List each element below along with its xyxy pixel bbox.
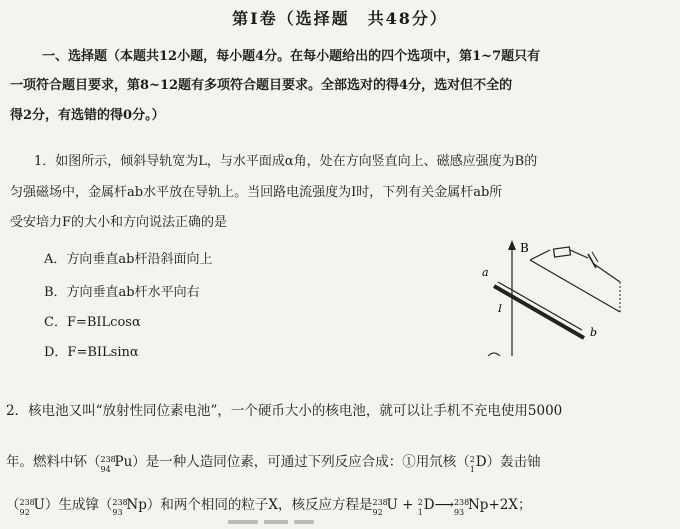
q1-stem-line-3: 受安培力F的大小和方向说法正确的是	[10, 215, 228, 230]
np-mass: 238	[112, 498, 128, 507]
q2-line3-text-c: ）和两个相同的粒子X，核反应方程是	[146, 497, 373, 513]
eq-np-mass: 238	[453, 498, 470, 507]
isotope-d	[469, 453, 487, 474]
q1-option-b: B．方向垂直ab杆水平向右	[44, 285, 200, 300]
eq-np-z: 93	[453, 508, 465, 517]
q2-stem-line-3	[6, 496, 532, 517]
q2-line2-text-c: ）轰击铀	[486, 454, 541, 470]
angle-arc	[488, 353, 500, 356]
eq-np-symbol: Np	[467, 497, 489, 513]
instructions-line-1: 一、选择题（本题共12小题，每小题4分。在每小题给出的四个选项中，第1~7题只有	[42, 49, 541, 64]
pu-symbol: Pu	[114, 454, 133, 470]
wire-1	[530, 250, 550, 260]
eq-d-symbol: D	[423, 497, 435, 513]
field-arrow-head	[508, 240, 516, 250]
eq-d-z: 1	[417, 508, 423, 517]
eq-isotope-d	[417, 496, 435, 517]
u-z: 92	[19, 508, 30, 517]
metal-rod-ab	[494, 286, 584, 338]
wire-3	[594, 264, 620, 282]
u-symbol: U	[33, 497, 45, 513]
isotope-pu	[100, 453, 133, 474]
d-mass: 2	[469, 455, 475, 464]
q1-stem-line-1: 1．如图所示，倾斜导轨宽为L，与水平面成α角，处在方向竖直向上、磁感应强度为B的	[34, 154, 538, 169]
eq-u-mass: 238	[372, 498, 388, 507]
eq-plus: +	[397, 497, 418, 513]
rail-circuit-diagram	[470, 238, 670, 363]
pu-z: 94	[100, 465, 111, 474]
isotope-u	[19, 496, 45, 517]
section-title: 第Ⅰ卷（选择题 共48分）	[232, 9, 448, 28]
rail-lower	[530, 260, 620, 312]
q2-stem-line-1: 2．核电池又叫“放射性同位素电池”，一个硬币大小的核电池，就可以让手机不充电使用5000	[6, 403, 563, 419]
d-z: 1	[469, 465, 475, 474]
eq-d-mass: 2	[417, 498, 423, 507]
label-a: a	[482, 266, 489, 279]
q2-line2-text-b: ）是一种人造同位素，可通过下列反应合成：①用氘核（	[132, 454, 470, 470]
q1-option-c: C．F=BILcosα	[44, 315, 141, 330]
isotope-np	[112, 496, 147, 517]
label-b-rod: b	[590, 326, 598, 339]
eq-u-z: 92	[372, 508, 383, 517]
np-symbol: Np	[126, 497, 147, 513]
eq-isotope-u	[372, 496, 398, 517]
q1-diagram	[470, 238, 670, 363]
cropped-text-smudge	[228, 518, 318, 526]
eq-u-symbol: U	[386, 497, 398, 513]
eq-tail: +2X；	[488, 497, 532, 513]
eq-isotope-np	[453, 496, 489, 517]
q1-option-d: D．F=BILsinα	[44, 345, 139, 360]
q2-line2-text-a: 年。燃料中钚（	[6, 454, 101, 470]
q2-line3-text-a: （	[6, 497, 20, 513]
u-mass: 238	[19, 498, 35, 507]
q1-stem-line-2: 匀强磁场中，金属杆ab水平放在导轨上。当回路电流强度为I时，下列有关金属杆ab所	[10, 185, 503, 200]
wire-2	[570, 250, 588, 258]
q1-option-a: A．方向垂直ab杆沿斜面向上	[44, 252, 213, 267]
eq-arrow-icon: ⟶	[434, 497, 454, 513]
d-symbol: D	[475, 454, 487, 470]
label-b-field: B	[520, 241, 529, 255]
battery-plate-2	[592, 252, 598, 262]
pu-mass: 238	[100, 455, 116, 464]
label-current: I	[498, 304, 502, 315]
instructions-line-2: 一项符合题目要求，第8~12题有多项符合题目要求。全部选对的得4分，选对但不全的	[10, 78, 513, 93]
resistor	[554, 247, 571, 257]
q2-stem-line-2	[6, 453, 541, 474]
np-z: 93	[112, 508, 123, 517]
rail-upper	[498, 282, 582, 330]
instructions-line-3: 得2分，有选错的得0分。）	[10, 108, 165, 123]
q2-line3-text-b: ）生成镎（	[44, 497, 113, 513]
